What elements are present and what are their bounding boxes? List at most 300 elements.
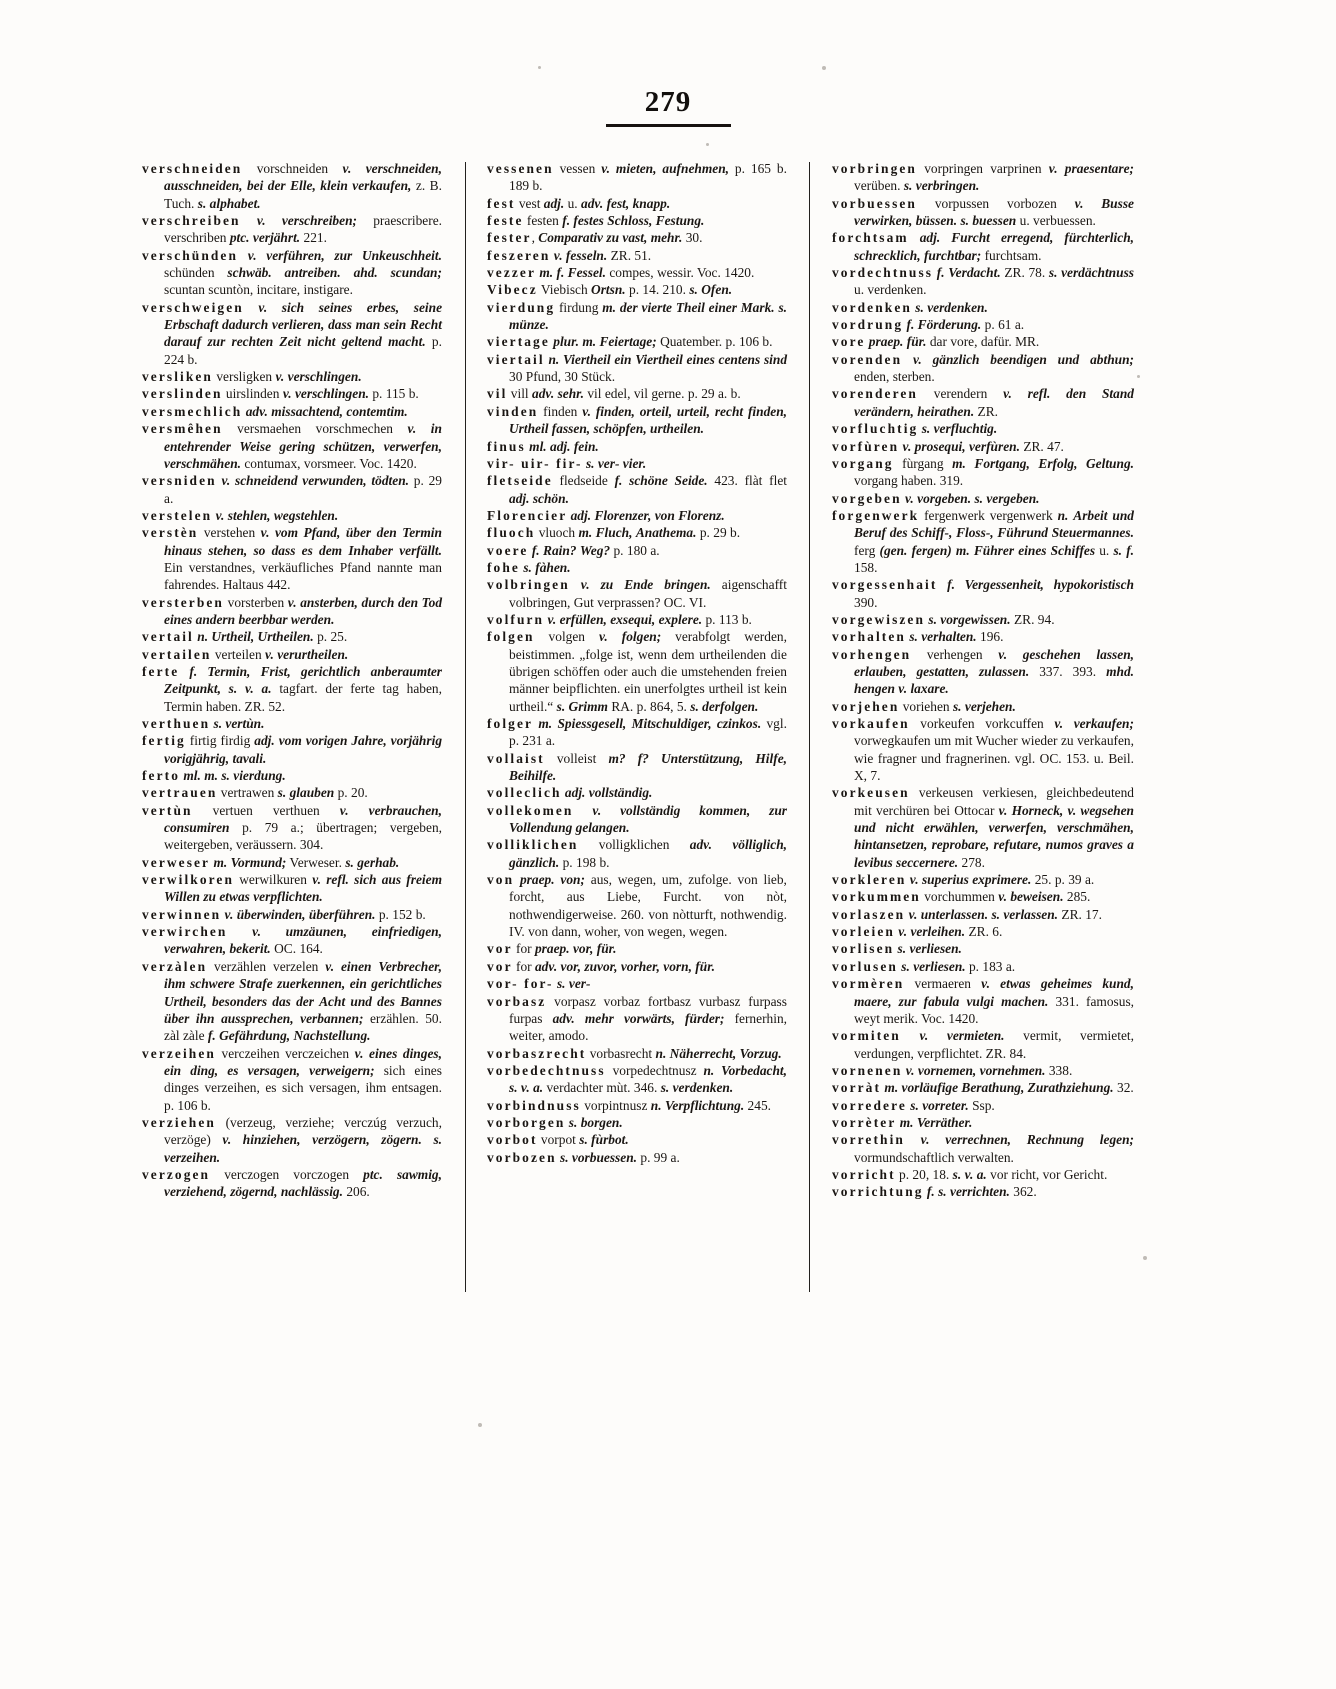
gloss-text: zur: [207, 334, 226, 350]
grammar-abbrev: f?: [637, 750, 649, 766]
entry-headword: vorricht: [832, 1166, 896, 1182]
gloss-text: contemtim.: [346, 403, 408, 419]
grammar-abbrev: s.: [991, 906, 1000, 922]
gloss-text: gelangen.: [575, 820, 630, 836]
gloss-text: fergen): [911, 542, 952, 558]
grammar-abbrev: s.: [221, 768, 230, 784]
grammar-abbrev: praep.: [868, 334, 904, 350]
entry-headword: fest: [487, 195, 516, 211]
entry-headword: verzeihen: [142, 1045, 216, 1061]
gloss-text: seine: [413, 299, 443, 315]
entry-body: festen f. festes Schloss, Festung.: [526, 213, 705, 229]
gloss-text: büssen.: [915, 213, 958, 229]
entry-body: f. Verdacht. ZR. 78. s. verdächtnuss u. verdenken.: [854, 265, 1134, 298]
gloss-text: fàhen.: [535, 559, 571, 575]
gloss-text: schön.: [532, 490, 569, 506]
dictionary-entry: [142, 524, 442, 593]
entry-headword: verzogen: [142, 1166, 211, 1182]
grammar-abbrev: m.: [899, 1114, 914, 1130]
entry-headword: vertailen: [142, 646, 212, 662]
dictionary-entry: [487, 212, 787, 229]
gloss-text: vorjährig: [390, 733, 443, 749]
entry-body: s. vorgewissen. ZR. 94.: [928, 611, 1055, 627]
gloss-text: etwas: [1000, 976, 1031, 992]
dictionary-entry: [142, 923, 442, 958]
entry-headword: fluoch: [487, 525, 536, 541]
gloss-text: czinkos.: [716, 716, 762, 731]
grammar-abbrev: s.: [690, 698, 699, 714]
entry-body: [894, 941, 962, 956]
dictionary-entry: [142, 247, 442, 299]
dictionary-entry: [487, 750, 787, 785]
dictionary-entry: [832, 455, 1134, 490]
entry-body: v. fesseln. ZR. 51.: [553, 247, 652, 263]
entry-headword: verziehen: [142, 1114, 216, 1130]
grammar-abbrev: v.: [1067, 802, 1077, 818]
gloss-text: erlauben,: [854, 663, 907, 679]
entry-headword: ferte: [142, 663, 180, 679]
grammar-abbrev: s.: [579, 1132, 588, 1148]
entry-body: vessen v. mieten, aufnehmen, p. 165 b. 189 b.: [509, 161, 787, 194]
gloss-text: Grimm: [568, 698, 608, 714]
gloss-text: fùrbot.: [591, 1132, 629, 1148]
gloss-text: schneidend: [235, 473, 298, 489]
entry-body: [583, 456, 647, 471]
entry-body: praep. von; aus, wegen, um, zufolge. von lieb, forcht, aus Liebe, Furcht. von nòt, nothwendigerweise. 260. von nòtturft, nothwendig. IV. von dann, woher, von wegen, wegen.: [509, 872, 788, 940]
entry-body: f. Vergessenheit, hypokoristisch 390.: [854, 577, 1134, 610]
gloss-text: stehen,: [208, 542, 248, 558]
gloss-text: bringen.: [664, 577, 711, 593]
gloss-text: Zurathziehung.: [1027, 1080, 1114, 1096]
entry-body: for praep. vor, für.: [516, 941, 617, 957]
gloss-text: erbes,: [366, 299, 400, 315]
grammar-abbrev: ptc.: [229, 230, 250, 246]
dictionary-entry: [142, 1045, 442, 1114]
grammar-abbrev: v.: [252, 924, 261, 940]
entry-body: s. vorbuessen. p. 99 a.: [559, 1149, 680, 1165]
dictionary-entry: [832, 975, 1134, 1027]
gloss-text: Steuermannes.: [1051, 525, 1134, 541]
gloss-text: zuvor,: [584, 958, 618, 974]
gloss-text: verschreiben;: [281, 213, 357, 229]
gloss-text: vergeben.: [986, 490, 1040, 506]
dictionary-entry: [832, 1183, 1134, 1200]
entry-body: v. verschreiben; praescribere. verschriben ptc. verjährt. 221.: [164, 213, 442, 246]
entry-body: v. vermieten. vermit, vermietet, verdungen, verpflichtet. ZR. 84.: [854, 1028, 1134, 1061]
grammar-abbrev: v.: [898, 924, 908, 940]
gloss-text: Bannes: [400, 993, 442, 1009]
grammar-abbrev: s.: [568, 1114, 578, 1130]
entry-headword: vorredere: [832, 1097, 907, 1113]
gloss-text: folgen;: [621, 629, 662, 645]
grammar-abbrev: v.: [224, 906, 234, 922]
gloss-text: rechten: [231, 334, 274, 350]
gloss-text: verschlingen.: [287, 369, 362, 385]
grammar-abbrev: adj.: [570, 507, 592, 523]
dictionary-entry: [142, 732, 442, 767]
dictionary-entry: [487, 871, 787, 940]
gloss-text: erwählen,: [923, 820, 979, 836]
entry-headword: vor: [487, 941, 513, 957]
entry-headword: viertail: [487, 351, 545, 367]
entry-body: volligklichen adv. völliglich, gänzlich. p. 198 b.: [509, 837, 787, 870]
gloss-text: stehlen,: [227, 507, 271, 523]
gloss-text: verwahren,: [164, 941, 227, 957]
gloss-text: vorreter.: [922, 1097, 969, 1113]
gloss-text: furchtbar;: [923, 247, 982, 263]
gloss-text: eines: [369, 1045, 398, 1061]
entry-headword: vollaist: [487, 750, 545, 766]
gloss-text: Weg?: [579, 542, 611, 558]
gloss-text: durch: [361, 594, 395, 610]
gloss-text: ein: [349, 976, 367, 992]
grammar-abbrev: s.: [509, 1080, 518, 1096]
entry-headword: vertrauen: [142, 785, 218, 801]
grammar-abbrev: praep.: [534, 941, 570, 957]
gloss-text: zur: [334, 247, 353, 263]
entry-headword: vorbot: [487, 1132, 538, 1148]
dictionary-entry: [142, 1114, 442, 1166]
gloss-text: verwunden,: [302, 473, 367, 489]
gloss-text: Elle,: [290, 178, 316, 194]
gloss-text: a.: [976, 1166, 987, 1182]
entry-headword: verschweigen: [142, 299, 244, 315]
gloss-text: verdächtnuss: [1061, 265, 1134, 281]
gloss-text: Verpflichtung.: [664, 1097, 745, 1113]
entry-headword: volliklichen: [487, 837, 579, 853]
dictionary-entry: [487, 836, 787, 871]
grammar-abbrev: v.: [547, 611, 557, 627]
gloss-text: den: [376, 525, 397, 541]
dictionary-entry: [487, 576, 787, 611]
gloss-text: geheimes: [1040, 976, 1093, 992]
entry-headword: vorgang: [832, 455, 894, 471]
entry-body: verendern v. refl. den Stand verändern, heirathen. ZR.: [854, 386, 1134, 419]
grammar-abbrev: refl.: [1027, 386, 1051, 402]
entry-body: firdung m. der vierte Theil einer Mark. s. münze.: [509, 299, 787, 333]
dictionary-entry: [832, 1027, 1134, 1062]
gloss-text: besonders: [211, 993, 268, 1009]
gloss-text: eines: [1018, 542, 1047, 558]
dictionary-entry: [832, 1114, 1134, 1131]
entry-body: v. überwinden, überführen. p. 152 b.: [224, 906, 426, 922]
gloss-text: es: [301, 542, 313, 558]
grammar-abbrev: n.: [655, 1045, 667, 1061]
gloss-text: dass: [271, 542, 296, 558]
scan-speck: [538, 66, 541, 69]
gloss-text: vierdung.: [233, 768, 286, 784]
gloss-text: werden.: [290, 611, 335, 627]
entry-headword: vorleien: [832, 924, 895, 940]
gloss-text: verpflichten.: [253, 889, 323, 905]
entry-headword: Florencier: [487, 507, 568, 523]
entry-headword: folger: [487, 716, 534, 731]
gloss-text: über: [164, 1010, 190, 1026]
gloss-text: Festung.: [655, 213, 705, 229]
gloss-text: verfluchtig.: [933, 421, 998, 437]
gloss-text: verkaufen;: [1073, 716, 1134, 731]
gloss-text: so: [253, 542, 266, 558]
entry-body: v. gänzlich beendigen und abthun; enden, sterben.: [854, 351, 1134, 385]
gloss-text: von: [654, 507, 675, 523]
gloss-text: vorn,: [663, 958, 692, 974]
entry-body: uirslinden v. verschlingen. p. 115 b.: [225, 386, 419, 402]
dictionary-entry: [142, 403, 442, 420]
grammar-abbrev: v.: [908, 906, 918, 922]
entry-headword: vorgeben: [832, 490, 902, 506]
dictionary-entry: [142, 767, 442, 784]
entry-headword: vorkeusen: [832, 785, 910, 801]
dictionary-entry: [832, 264, 1134, 299]
gloss-text: vast,: [622, 230, 648, 246]
gloss-text: darauf: [164, 334, 202, 350]
grammar-abbrev: f.: [936, 265, 945, 281]
dictionary-entry: [487, 195, 787, 212]
gloss-text: Acht: [319, 993, 346, 1009]
entry-headword: verwilkoren: [142, 872, 235, 888]
gloss-text: seines: [318, 299, 353, 315]
gloss-text: über: [345, 525, 372, 541]
entry-body: vertrawen s. glauben p. 20.: [220, 785, 368, 801]
gloss-text: dass: [328, 317, 352, 333]
dictionary-entry: [832, 715, 1134, 784]
grammar-abbrev: v.: [260, 525, 270, 541]
gloss-text: entehrender: [164, 438, 231, 454]
grammar-abbrev: m.: [952, 455, 966, 471]
entry-headword: vorkummen: [832, 889, 921, 905]
grammar-abbrev: v.: [1074, 195, 1084, 211]
gloss-text: verwerfen,: [988, 820, 1047, 836]
gloss-text: dem: [319, 542, 343, 558]
entry-headword: vorràt: [832, 1080, 882, 1096]
grammar-abbrev: ahd.: [353, 265, 378, 281]
gloss-text: mehr.: [650, 230, 683, 246]
entry-headword: forchtsam: [832, 230, 909, 246]
gloss-text: gänzlich.: [509, 854, 560, 870]
gloss-text: Erbschaft: [164, 317, 219, 333]
gloss-text: urtheilen.: [650, 421, 704, 437]
dictionary-entry: [832, 923, 1134, 940]
gloss-text: Frist,: [260, 663, 291, 679]
entry-headword: volfurn: [487, 611, 545, 627]
entry-body: vertuen verthuen v. verbrauchen, consumiren p. 79 a.; übertragen; vergeben, weitergeben, veräussern. 304.: [164, 802, 442, 853]
gloss-text: abthun;: [1090, 351, 1134, 367]
gloss-text: legen;: [1099, 1132, 1134, 1148]
entry-body: verczogen vorczogen ptc. sawmig, verziehend, zögernd, nachlässig. 206.: [164, 1166, 442, 1200]
entry-headword: vorbedechtnuss: [487, 1062, 606, 1078]
grammar-abbrev: v.: [909, 872, 919, 888]
grammar-abbrev: v.: [582, 403, 591, 419]
entry-headword: verschünden: [142, 247, 239, 263]
gloss-text: einen: [340, 958, 372, 974]
dictionary-entry: [832, 888, 1134, 905]
entry-body: s. vorreter. Ssp.: [910, 1097, 995, 1113]
entry-headword: verwinnen: [142, 906, 222, 922]
grammar-abbrev: v.: [520, 1080, 530, 1096]
gloss-text: prosequi,: [914, 438, 966, 454]
gloss-text: Erfolg,: [1038, 455, 1078, 471]
gloss-text: vor,: [560, 958, 581, 974]
gloss-text: Vorzug.: [739, 1045, 782, 1061]
gloss-text: levibus: [854, 854, 893, 870]
grammar-abbrev: ptc.: [363, 1166, 383, 1182]
entry-body: v. schneidend verwunden, tödten. p. 29 a.: [164, 473, 442, 506]
entry-headword: vezzer: [487, 265, 537, 281]
dictionary-entry: [832, 333, 1134, 350]
entry-headword: vorhengen: [832, 646, 912, 662]
dictionary-entry: [487, 264, 787, 281]
entry-headword: fletseide: [487, 473, 553, 489]
grammar-abbrev: v.: [601, 161, 610, 176]
gloss-text: Ende: [624, 577, 654, 593]
gloss-text: ein: [614, 351, 632, 367]
grammar-abbrev: adj.: [919, 230, 941, 246]
grammar-abbrev: v.: [221, 473, 231, 489]
entry-body: verkeusen verkiesen, gleichbedeutend mit verchüren bei Ottocar v. Horneck, v. wegsehen und nicht erwählen, verwerfen, verschmähen, hintansetzen, reprobare, refutare, numos graves a levibus seccernere. 278.: [854, 785, 1134, 870]
gloss-text: sein: [383, 317, 407, 333]
gloss-text: Stand: [1101, 386, 1134, 402]
grammar-abbrev: v.: [964, 1166, 974, 1182]
gloss-text: Rain?: [543, 542, 577, 558]
gloss-text: fest,: [606, 195, 630, 211]
gloss-text: gerichtliches: [371, 976, 442, 992]
entry-headword: vornenen: [832, 1062, 903, 1078]
entry-body: v. vornemen, vornehmen. 338.: [905, 1062, 1073, 1078]
gloss-text: eines: [686, 351, 715, 367]
gloss-text: Gefährdung,: [219, 1028, 291, 1044]
grammar-abbrev: f.: [906, 317, 915, 333]
gloss-text: Geltung.: [1086, 455, 1134, 471]
entry-body: fùrgang m. Fortgang, Erfolg, Geltung. vorgang haben. 319.: [854, 455, 1134, 489]
grammar-abbrev: s.: [1113, 542, 1123, 558]
gloss-text: missachtend,: [271, 403, 344, 419]
grammar-abbrev: (gen.: [879, 542, 908, 558]
gloss-text: münze.: [509, 317, 549, 333]
gloss-text: verweigern;: [309, 1062, 375, 1078]
entry-body: [210, 716, 264, 731]
gloss-text: verwerfen,: [383, 438, 442, 454]
entry-body: plur. m. Feiertage; Quatember. p. 106 b.: [553, 334, 773, 350]
entry-body: vorschneiden v. verschneiden, ausschneiden, bei der Elle, klein verkaufen, z. B. Tuch. s. alphabet.: [164, 161, 442, 211]
gloss-text: Urtheil,: [164, 993, 207, 1009]
grammar-abbrev: s.: [952, 1166, 962, 1182]
gloss-text: Busse: [1101, 195, 1134, 211]
dictionary-entry: [142, 385, 442, 402]
gloss-text: vorher,: [620, 958, 660, 974]
gloss-text: schützen,: [323, 438, 376, 454]
gloss-text: sawmig,: [396, 1166, 442, 1182]
grammar-abbrev: v.: [282, 386, 292, 402]
dictionary-entry: [142, 628, 442, 645]
entry-body: vermaeren v. etwas geheimes kund, maere, zur fabula vulgi machen. 331. famosus, weyt merik. Voc. 1420.: [854, 976, 1135, 1026]
gloss-text: glauben: [289, 785, 335, 801]
grammar-abbrev: v.: [275, 369, 285, 385]
gloss-text: andern: [195, 611, 236, 627]
gloss-text: verliesen.: [913, 958, 966, 974]
grammar-abbrev: v.: [553, 247, 563, 263]
gloss-text: vollständig: [620, 802, 681, 818]
gloss-text: völliglich,: [732, 837, 787, 853]
gloss-text: explere.: [658, 611, 703, 627]
dictionary-entry: [142, 299, 442, 368]
gloss-text: wegsehen: [1080, 802, 1134, 818]
entry-body: vorsterben v. ansterben, durch den Tod eines andern beerbbar werden.: [164, 594, 443, 627]
grammar-abbrev: s.: [952, 698, 962, 714]
grammar-abbrev: m.: [213, 854, 228, 870]
entry-headword: versniden: [142, 473, 217, 489]
grammar-abbrev: v.: [912, 351, 922, 367]
entry-body: v. erfüllen, exsequi, explere. p. 113 b.: [547, 611, 752, 627]
gloss-text: sich: [281, 299, 305, 315]
gloss-text: zu: [203, 889, 216, 905]
gloss-text: verschlingen.: [294, 386, 369, 402]
grammar-abbrev: v.: [222, 1132, 232, 1148]
dictionary-entry: [832, 1079, 1134, 1096]
gloss-text: Schiffes: [1050, 542, 1096, 558]
entry-body: f. s. verrichten. 362.: [926, 1184, 1037, 1200]
entry-headword: vorrethin: [832, 1132, 905, 1148]
gloss-text: Termin,: [207, 663, 251, 679]
gloss-text: verfùren.: [968, 438, 1020, 454]
entry-body: v. verführen, zur Unkeuschheit. schünden schwäb. antreiben. ahd. scundan; scuntan scuntòn, incitare, instigare.: [164, 247, 442, 298]
gloss-text: ausschneiden,: [164, 178, 243, 194]
grammar-abbrev: s.: [921, 421, 931, 437]
gloss-text: Zeitpunkt,: [164, 681, 221, 697]
dictionary-entry: [487, 1045, 787, 1062]
gloss-text: scundan;: [390, 265, 442, 281]
gloss-text: vornemen,: [917, 1062, 977, 1078]
gloss-text: verdenken.: [927, 299, 988, 315]
grammar-abbrev: s.: [585, 455, 595, 471]
gloss-text: Führund: [997, 525, 1048, 541]
entry-body: fledseide f. schöne Seide. 423. flàt flet adj. schön.: [509, 473, 787, 506]
entry-body: vluoch m. Fluch, Anathema. p. 29 b.: [538, 525, 741, 541]
dictionary-entry: [487, 1131, 787, 1148]
gloss-text: von;: [560, 872, 585, 888]
entry-body: f. Termin, Frist, gerichtlich anberaumter Zeitpunkt, s. v. a. tagfart. der ferte tag haben, Termin haben. ZR. 52.: [164, 663, 442, 714]
grammar-abbrev: n.: [1057, 507, 1069, 523]
dictionary-entry: [142, 646, 442, 663]
entry-headword: vinden: [487, 403, 539, 419]
grammar-abbrev: m.: [538, 716, 553, 731]
gloss-text: Arbeit: [1073, 507, 1108, 523]
entry-headword: verwirchen: [142, 924, 228, 940]
dictionary-entry: [487, 403, 787, 438]
grammar-abbrev: v.: [265, 646, 274, 662]
gloss-text: Beihilfe.: [509, 768, 557, 784]
entry-body: [565, 1115, 622, 1130]
dictionary-entry: [142, 871, 442, 906]
gloss-text: Horneck,: [1011, 802, 1064, 818]
dictionary-entry: [487, 802, 787, 837]
grammar-abbrev: Ortsn.: [591, 282, 626, 298]
entry-headword: vorkaufen: [832, 716, 910, 731]
dictionary-entry: [487, 524, 787, 541]
dictionary-entry: [142, 507, 442, 524]
grammar-abbrev: s.: [901, 958, 910, 974]
dictionary-entry: [832, 507, 1134, 576]
entry-body: Viebisch Ortsn. p. 14. 210. s. Ofen.: [540, 282, 733, 298]
grammar-abbrev: s.: [960, 213, 969, 229]
gloss-text: Mitschuldiger,: [631, 716, 712, 731]
grammar-abbrev: s.: [277, 785, 287, 801]
grammar-abbrev: s.: [197, 195, 207, 211]
grammar-abbrev: v.: [580, 577, 590, 593]
scan-speck: [822, 66, 826, 70]
gloss-text: versagen,: [247, 1062, 301, 1078]
entry-body: vorpasz vorbaz fortbasz vurbasz furpass furpas adv. mehr vorwärts, fürder; fernerhin, weiter, amodo.: [509, 993, 787, 1044]
gloss-text: unterlassen.: [920, 906, 989, 922]
